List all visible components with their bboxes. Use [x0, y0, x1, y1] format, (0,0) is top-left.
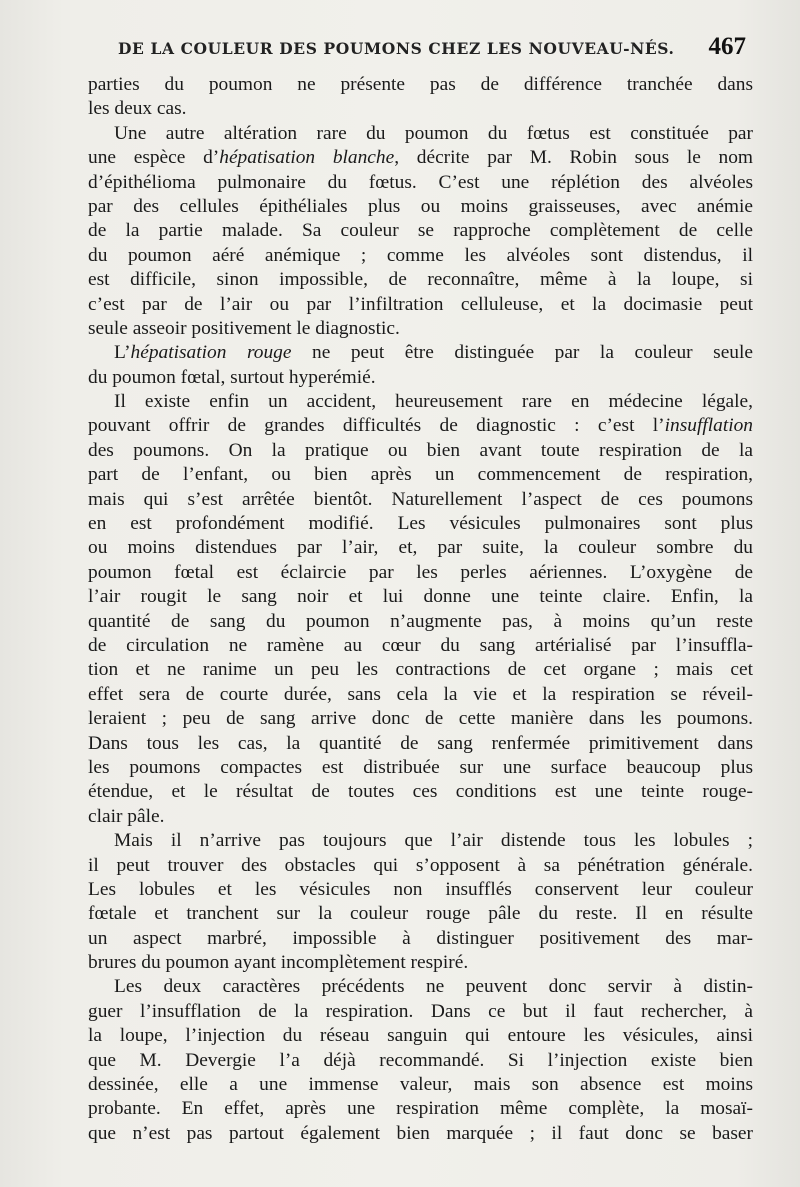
- text-line: [88, 97, 753, 121]
- text-line: [88, 829, 753, 853]
- line-text: seule asseoir positivement le diagnostic.: [88, 317, 400, 339]
- text-line: [88, 293, 753, 317]
- text-line: [88, 683, 753, 707]
- line-text: Les deux caractères précédents ne peuvent donc servir à distin-: [114, 976, 753, 998]
- text-line: [88, 414, 753, 438]
- italic-term: hépatisation rouge: [130, 342, 292, 364]
- text-line: [88, 756, 753, 780]
- line-text: que M. Devergie l’a déjà recommandé. Si l’injection existe bien: [88, 1049, 753, 1071]
- text-line: [88, 1097, 753, 1121]
- line-text: part de l’enfant, ou bien après un commencement de respiration,: [88, 464, 753, 486]
- text-line: [88, 610, 753, 634]
- line-text: de circulation ne ramène au cœur du sang artérialisé par l’insuffla-: [88, 634, 753, 656]
- text-line: [88, 171, 753, 195]
- line-text: mais qui s’est arrêtée bientôt. Naturellement l’aspect de ces poumons: [88, 488, 753, 510]
- running-title: DE LA COULEUR DES POUMONS CHEZ LES NOUVEAU-NÉS.: [118, 39, 675, 58]
- line-text: guer l’insufflation de la respiration. Dans ce but il faut rechercher, à: [88, 1000, 753, 1022]
- line-text: des poumons. On la pratique ou bien avant toute respiration de la: [88, 439, 753, 461]
- text-line: [88, 488, 753, 512]
- body-text: [88, 73, 753, 1146]
- text-line: [88, 463, 753, 487]
- text-line: [88, 73, 753, 97]
- line-text: les deux cas.: [88, 98, 187, 120]
- text-line: [88, 536, 753, 560]
- line-text: par des cellules épithéliales plus ou moins graisseuses, avec anémie: [88, 195, 753, 217]
- line-text: tion et ne ranime un peu les contractions de cet organe ; mais cet: [88, 659, 753, 681]
- line-text: probante. En effet, après une respiration même complète, la mosaï-: [88, 1098, 753, 1120]
- line-text: d’épithélioma pulmonaire du fœtus. C’est une réplétion des alvéoles: [88, 171, 753, 193]
- text-line: [88, 439, 753, 463]
- text-line: [88, 732, 753, 756]
- line-text: que n’est pas partout également bien marquée ; il faut donc se baser: [88, 1122, 753, 1144]
- text-line: [88, 1122, 753, 1146]
- line-text: quantité de sang du poumon n’augmente pas, à moins qu’un reste: [88, 610, 753, 632]
- text-line: [88, 366, 753, 390]
- line-text: c’est par de l’air ou par l’infiltration celluleuse, et la docimasie peut: [88, 293, 753, 315]
- line-text: de la partie malade. Sa couleur se rapproche complètement de celle: [88, 220, 753, 242]
- text-line: [88, 195, 753, 219]
- italic-term: hépatisation blanche: [219, 147, 395, 169]
- text-line: [88, 927, 753, 951]
- line-text: ou moins distendues par l’air, et, par suite, la couleur sombre du: [88, 537, 753, 559]
- line-text: étendue, et le résultat de toutes ces conditions est une teinte rouge-: [88, 781, 753, 803]
- line-text: clair pâle.: [88, 805, 165, 827]
- line-text: l’air rougit le sang noir et lui donne une teinte claire. Enfin, la: [88, 586, 753, 608]
- page-header: [118, 33, 746, 67]
- page-number: 467: [708, 33, 746, 60]
- line-text: fœtale et tranchent sur la couleur rouge pâle du reste. Il en résulte: [88, 903, 753, 925]
- text-line: [88, 805, 753, 829]
- text-line: [88, 561, 753, 585]
- line-text: du poumon fœtal, surtout hyperémié.: [88, 366, 376, 388]
- line-text: la loupe, l’injection du réseau sanguin qui entoure les vésicules, ainsi: [88, 1025, 753, 1047]
- line-text: un aspect marbré, impossible à distinguer positivement des mar-: [88, 927, 753, 949]
- line-text: une espèce d’: [88, 147, 220, 169]
- text-line: [88, 854, 753, 878]
- text-line: [88, 975, 753, 999]
- line-text: dessinée, elle a une immense valeur, mais son absence est moins: [88, 1074, 753, 1096]
- text-line: [88, 951, 753, 975]
- text-line: [88, 780, 753, 804]
- line-text: Les lobules et les vésicules non insufflés conservent leur couleur: [88, 878, 753, 900]
- line-text-after: , décrite par M. Robin sous le nom: [394, 147, 753, 169]
- text-line: [88, 1000, 753, 1024]
- line-text: Une autre altération rare du poumon du fœtus est constituée par: [114, 122, 753, 144]
- text-line: [88, 244, 753, 268]
- line-text: il peut trouver des obstacles qui s’opposent à sa pénétration générale.: [88, 854, 753, 876]
- text-line: [88, 1024, 753, 1048]
- line-text: pouvant offrir de grandes difficultés de diagnostic : c’est l’: [88, 415, 665, 437]
- line-text: Il existe enfin un accident, heureusement rare en médecine légale,: [114, 391, 753, 413]
- text-line: [88, 658, 753, 682]
- text-line: [88, 1073, 753, 1097]
- line-text: Mais il n’arrive pas toujours que l’air distende tous les lobules ;: [114, 830, 753, 852]
- text-line: [88, 390, 753, 414]
- text-line: [88, 707, 753, 731]
- line-text: brures du poumon ayant incomplètement respiré.: [88, 952, 469, 974]
- line-text: leraient ; peu de sang arrive donc de cette manière dans les poumons.: [88, 708, 753, 730]
- text-line: [88, 341, 753, 365]
- line-text: les poumons compactes est distribuée sur une surface beaucoup plus: [88, 756, 753, 778]
- text-line: [88, 122, 753, 146]
- line-text: du poumon aéré anémique ; comme les alvéoles sont distendus, il: [88, 244, 753, 266]
- line-text: L’: [114, 342, 131, 364]
- line-text: poumon fœtal est éclaircie par les perles aériennes. L’oxygène de: [88, 561, 753, 583]
- line-text: en est profondément modifié. Les vésicules pulmonaires sont plus: [88, 513, 753, 535]
- line-text: est difficile, sinon impossible, de reconnaître, même à la loupe, si: [88, 269, 753, 291]
- text-line: [88, 268, 753, 292]
- text-line: [88, 317, 753, 341]
- line-text: parties du poumon ne présente pas de différence tranchée dans: [88, 74, 753, 95]
- line-text: Dans tous les cas, la quantité de sang renfermée primitivement dans: [88, 732, 753, 754]
- text-line: [88, 902, 753, 926]
- line-text-after: ne peut être distinguée par la couleur seule: [291, 342, 753, 364]
- text-line: [88, 1049, 753, 1073]
- text-line: [88, 219, 753, 243]
- italic-term: insufflation: [664, 415, 753, 437]
- text-line: [88, 585, 753, 609]
- text-line: [88, 634, 753, 658]
- text-line: [88, 512, 753, 536]
- line-text: effet sera de courte durée, sans cela la vie et la respiration se réveil-: [88, 683, 753, 705]
- text-line: [88, 146, 753, 170]
- text-line: [88, 878, 753, 902]
